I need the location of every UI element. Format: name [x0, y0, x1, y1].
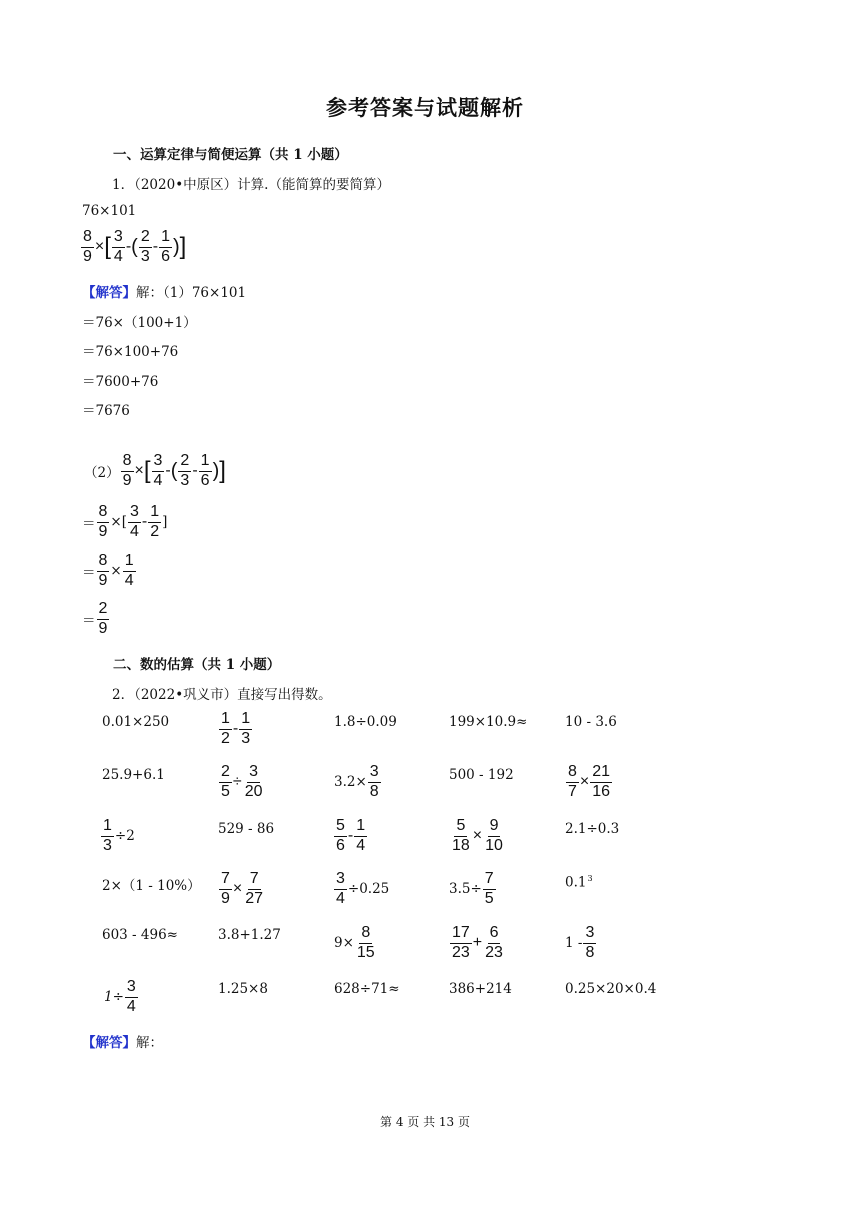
numerator: 9 [488, 818, 501, 837]
fraction [178, 453, 191, 490]
numerator: 21 [590, 764, 612, 783]
problem-cell: 529 - 86 [218, 821, 275, 837]
denominator: 4 [126, 997, 136, 1015]
numerator: 1 [219, 711, 232, 730]
fraction [121, 453, 134, 490]
expr-suffix: ÷2 [114, 828, 135, 845]
answer-intro: 解：（1）76×101 [136, 285, 247, 301]
answer-tag: 【解答】 [82, 285, 136, 301]
fraction [334, 871, 347, 908]
fraction [123, 553, 136, 590]
problem-cell: 1.25×8 [218, 981, 268, 997]
denominator: 4 [130, 522, 139, 540]
denominator: 9 [98, 619, 108, 637]
left-bracket: [ [143, 457, 151, 485]
fraction [355, 925, 377, 962]
numerator: 3 [334, 871, 347, 890]
denominator: 10 [485, 836, 503, 854]
page-title: 参考答案与试题解析 [326, 95, 524, 120]
numerator: 2 [139, 229, 152, 248]
problem-cell: 3.8+1.27 [218, 927, 281, 943]
problem-cell [565, 925, 597, 962]
fraction [243, 764, 265, 801]
fraction [81, 229, 94, 266]
problem-cell: 1.8÷0.09 [334, 714, 397, 730]
problem-cell: 2.1÷0.3 [565, 821, 620, 837]
answer-text: 解： [136, 1035, 163, 1051]
problem-cell: 386+214 [449, 981, 512, 997]
denominator: 2 [221, 729, 230, 747]
problem-cell: 2×（1 - 10%） [102, 878, 201, 894]
solution-step [82, 504, 167, 541]
fraction [483, 925, 505, 962]
denominator: 27 [245, 889, 264, 907]
denominator: 4 [336, 889, 345, 907]
part-label: （2） [84, 465, 120, 482]
denominator: 4 [356, 836, 366, 854]
problem-cell [218, 764, 265, 801]
problem-cell [333, 818, 368, 855]
numerator: 3 [112, 229, 125, 248]
numerator: 3 [152, 453, 165, 472]
numerator: 3 [368, 764, 381, 783]
section2-heading: 二、数的估算（共 1 小题） [113, 657, 281, 673]
minus-sign: - [125, 238, 132, 256]
numerator: 7 [219, 871, 232, 890]
problem-cell [449, 818, 506, 855]
numerator: 8 [97, 553, 110, 572]
fraction [239, 711, 252, 748]
problem-cell: 628÷71≈ [334, 981, 400, 997]
numerator: 8 [81, 229, 94, 248]
fraction [219, 764, 232, 801]
fraction [199, 453, 212, 490]
problem-cell [104, 979, 139, 1016]
expr-prefix: 9× [334, 935, 354, 952]
denominator: 9 [98, 522, 108, 540]
minus-sign: - [232, 720, 239, 738]
part2-expr [84, 453, 226, 490]
denominator: 3 [140, 247, 150, 265]
fraction [112, 229, 125, 266]
power-exponent: 3 [587, 874, 593, 883]
fraction [219, 871, 232, 908]
right-paren: ) [172, 235, 180, 258]
fraction [483, 818, 505, 855]
denominator: 18 [452, 836, 470, 854]
denominator: 8 [585, 943, 595, 961]
equals-sign: ＝ [82, 565, 96, 582]
plus-sign: + [472, 934, 483, 952]
denominator: 15 [356, 943, 375, 961]
expr-prefix: 3.2× [334, 774, 367, 791]
numerator: 8 [121, 453, 134, 472]
denominator: 3 [180, 471, 190, 489]
question1-expr1: 76×101 [82, 203, 137, 219]
expr-prefix: 3.5÷ [449, 881, 482, 898]
numerator: 3 [583, 925, 596, 944]
fraction [450, 925, 472, 962]
denominator: 2 [150, 522, 160, 540]
denominator: 4 [124, 571, 134, 589]
solution-step: ＝7600+76 [82, 374, 159, 390]
fraction [483, 871, 496, 908]
denominator: 6 [336, 836, 345, 854]
fraction [450, 818, 472, 855]
problem-cell [218, 871, 266, 908]
answer-tag: 【解答】 [82, 1035, 136, 1051]
right-paren: ) [212, 459, 220, 482]
problem-cell [218, 711, 253, 748]
fraction [101, 818, 114, 855]
problem-cell [449, 925, 506, 962]
fraction [97, 553, 110, 590]
times-sign: × [232, 880, 243, 898]
question2-text: 2．（2022•巩义市）直接写出得数。 [112, 687, 332, 703]
numerator: 8 [566, 764, 579, 783]
denominator: 5 [221, 782, 230, 800]
denominator: 7 [568, 782, 577, 800]
fraction [125, 979, 138, 1016]
denominator: 23 [485, 943, 503, 961]
fraction [583, 925, 596, 962]
solution-step [82, 553, 137, 590]
answer1-line [82, 281, 246, 301]
right-bracket: ] [179, 233, 187, 261]
problem-cell: 500 - 192 [449, 767, 514, 783]
fraction [139, 229, 152, 266]
fraction [334, 818, 347, 855]
numerator: 8 [359, 925, 372, 944]
fraction [97, 504, 110, 541]
minus-sign: - [165, 462, 171, 480]
fraction [354, 818, 367, 855]
problem-cell: 25.9+6.1 [102, 767, 165, 783]
solution-step: ＝7676 [82, 403, 130, 419]
denominator: 9 [221, 889, 230, 907]
numerator: 2 [97, 601, 110, 620]
problem-cell: 0.01×250 [102, 714, 170, 730]
right-bracket: ] [162, 514, 168, 531]
numerator: 8 [97, 504, 110, 523]
fraction [148, 504, 161, 541]
minus-sign: - [192, 462, 198, 480]
fraction [590, 764, 612, 801]
fraction [128, 504, 141, 541]
expr-suffix: ÷0.25 [347, 881, 390, 898]
power-base: 0.1 [565, 874, 587, 891]
fraction [152, 453, 165, 490]
denominator: 9 [122, 471, 132, 489]
numerator: 17 [450, 925, 472, 944]
numerator: 1 [239, 711, 252, 730]
fraction [159, 229, 172, 266]
right-bracket: ] [219, 457, 226, 485]
times-sign: × [579, 773, 590, 791]
numerator: 2 [219, 764, 232, 783]
times-sign: × [472, 827, 483, 845]
solution-step: ＝76×100+76 [82, 344, 179, 360]
times-bracket: ×[ [110, 514, 127, 531]
problem-cell [100, 818, 135, 855]
question1-text: 1．（2020•中原区）计算.（能简算的要简算） [112, 177, 390, 193]
expr-prefix: 1 - [565, 935, 583, 952]
denominator: 23 [452, 943, 470, 961]
times-sign: × [94, 238, 105, 256]
left-paren: ( [170, 459, 178, 482]
equals-sign: ＝ [82, 516, 96, 533]
equals-sign: ＝ [82, 613, 96, 630]
page-footer: 第 4 页 共 13 页 [380, 1115, 470, 1129]
fraction [243, 871, 265, 908]
denominator: 8 [369, 782, 379, 800]
denominator: 4 [153, 471, 163, 489]
numerator: 2 [178, 453, 191, 472]
minus-sign: - [347, 827, 354, 845]
denominator: 3 [241, 729, 251, 747]
numerator: 7 [483, 871, 496, 890]
problem-cell: 603 - 496≈ [102, 927, 178, 943]
numerator: 3 [128, 504, 141, 523]
numerator: 3 [125, 979, 138, 998]
denominator: 3 [103, 836, 112, 854]
minus-sign: - [152, 238, 159, 256]
numerator: 1 [148, 504, 161, 523]
problem-cell [449, 871, 497, 908]
numerator: 1 [101, 818, 114, 837]
numerator: 6 [488, 925, 501, 944]
problem-cell [565, 764, 613, 801]
times-sign: × [134, 462, 144, 480]
problem-cell: 199×10.9≈ [449, 714, 528, 730]
left-bracket: [ [104, 233, 111, 261]
expr-prefix: 1÷ [104, 989, 124, 1006]
denominator: 6 [161, 247, 170, 265]
left-paren: ( [131, 235, 138, 258]
denominator: 5 [484, 889, 494, 907]
solution-step: ＝76×（100+1） [82, 315, 197, 331]
numerator: 5 [334, 818, 347, 837]
solution-step [82, 601, 110, 638]
numerator: 7 [248, 871, 261, 890]
fraction [219, 711, 232, 748]
problem-cell: 0.25×20×0.4 [565, 981, 657, 997]
numerator: 3 [247, 764, 260, 783]
problem-cell [333, 871, 389, 908]
fraction [566, 764, 579, 801]
denominator: 6 [200, 471, 210, 489]
denominator: 4 [113, 247, 123, 265]
problem-cell [334, 925, 378, 962]
numerator: 1 [159, 229, 172, 248]
denominator: 9 [83, 247, 92, 265]
numerator: 5 [454, 818, 467, 837]
section1-heading: 一、运算定律与简便运算（共 1 小题） [113, 147, 348, 163]
minus-sign: - [141, 513, 148, 531]
answer2-line [82, 1031, 163, 1051]
numerator: 1 [123, 553, 136, 572]
problem-cell [565, 874, 593, 891]
problem-cell [334, 764, 382, 801]
numerator: 1 [354, 818, 367, 837]
fraction [97, 601, 110, 638]
denominator: 16 [592, 782, 611, 800]
denominator: 20 [244, 782, 263, 800]
fraction [368, 764, 381, 801]
numerator: 1 [199, 453, 212, 472]
question1-expr2 [80, 229, 186, 266]
problem-cell: 10 - 3.6 [565, 714, 617, 730]
times-sign: × [110, 563, 122, 580]
divide-sign: ÷ [232, 773, 242, 791]
denominator: 9 [98, 571, 108, 589]
